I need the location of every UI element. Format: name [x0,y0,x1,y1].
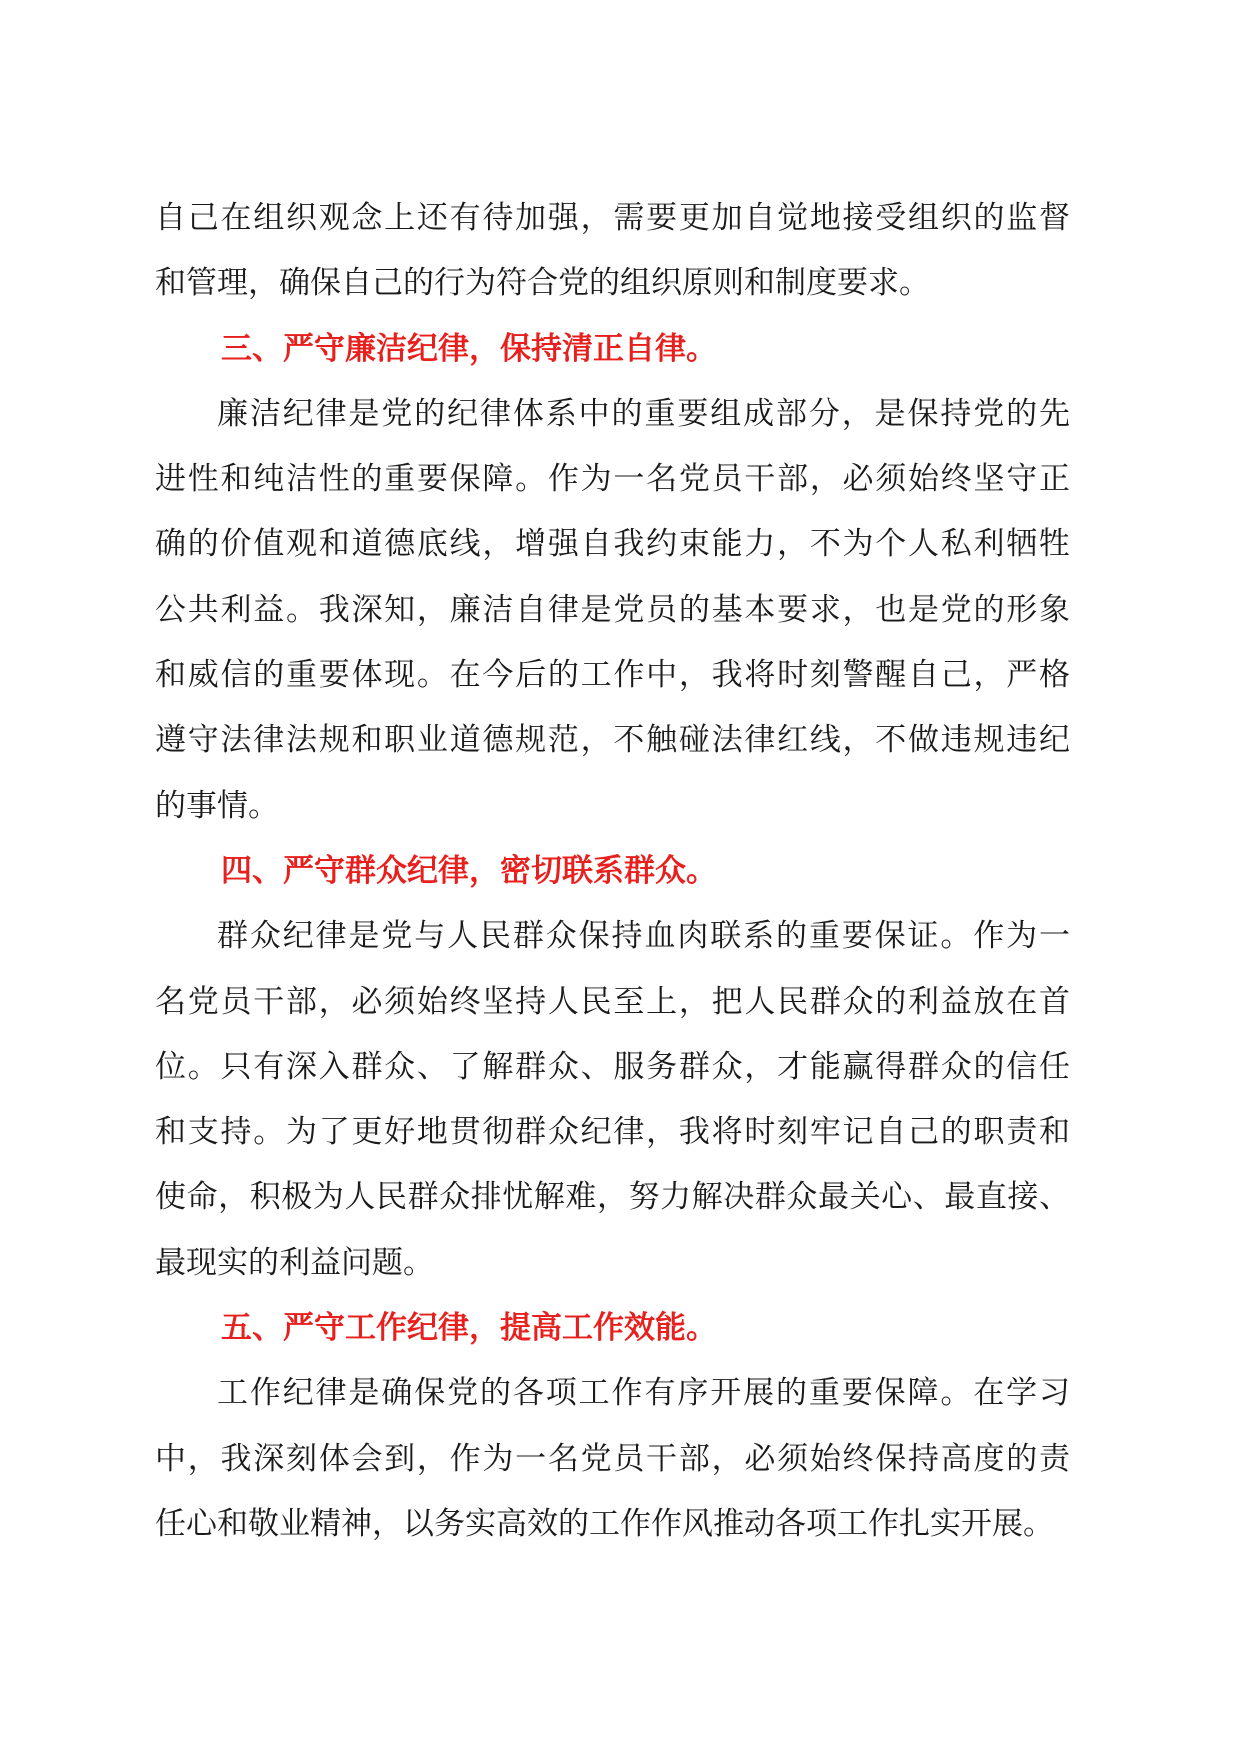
text-line: 和威信的重要体现。在今后的工作中，我将时刻警醒自己，严格 [155,657,1070,694]
text-line: 工作纪律是确保党的各项工作有序开展的重要保障。在学习 [217,1375,1070,1412]
section-5-paragraph [155,1361,1070,1557]
text-line: 遵守法律法规和职业道德规范，不触碰法律红线，不做违规违纪 [155,722,1070,759]
text-line: 中，我深刻体会到，作为一名党员干部，必须始终保持高度的责 [155,1440,1070,1477]
text-line: 名党员干部，必须始终坚持人民至上，把人民群众的利益放在首 [155,983,1070,1020]
text-line: 和支持。为了更好地贯彻群众纪律，我将时刻牢记自己的职责和 [155,1114,1070,1151]
section-heading-4: 四、严守群众纪律，密切联系群众。 [221,852,717,889]
document-body [155,186,1070,1557]
text-line: 最现实的利益问题。 [155,1244,434,1281]
section-heading-3: 三、严守廉洁纪律，保持清正自律。 [221,330,717,367]
text-line: 公共利益。我深知，廉洁自律是党员的基本要求，也是党的形象 [155,591,1070,628]
text-line: 位。只有深入群众、了解群众、服务群众，才能赢得群众的信任 [155,1048,1070,1085]
section-4-paragraph [155,904,1070,1296]
text-line: 使命，积极为人民群众排忧解难，努力解决群众最关心、最直接、 [155,1179,1070,1216]
section-3-paragraph [155,382,1070,839]
text-line: 群众纪律是党与人民群众保持血肉联系的重要保证。作为一 [217,918,1070,955]
text-line: 和管理，确保自己的行为符合党的组织原则和制度要求。 [155,265,930,302]
intro-paragraph [155,186,1070,317]
text-line: 廉洁纪律是党的纪律体系中的重要组成部分，是保持党的先 [217,395,1070,432]
text-line: 进性和纯洁性的重要保障。作为一名党员干部，必须始终坚守正 [155,461,1070,498]
text-line: 自己在组织观念上还有待加强，需要更加自觉地接受组织的监督 [155,200,1070,236]
text-line: 确的价值观和道德底线，增强自我约束能力，不为个人私利牺牲 [155,526,1070,563]
text-line: 的事情。 [155,787,279,824]
text-line: 任心和敬业精神，以务实高效的工作作风推动各项工作扎实开展。 [155,1505,1054,1542]
section-heading-5: 五、严守工作纪律，提高工作效能。 [221,1310,717,1347]
